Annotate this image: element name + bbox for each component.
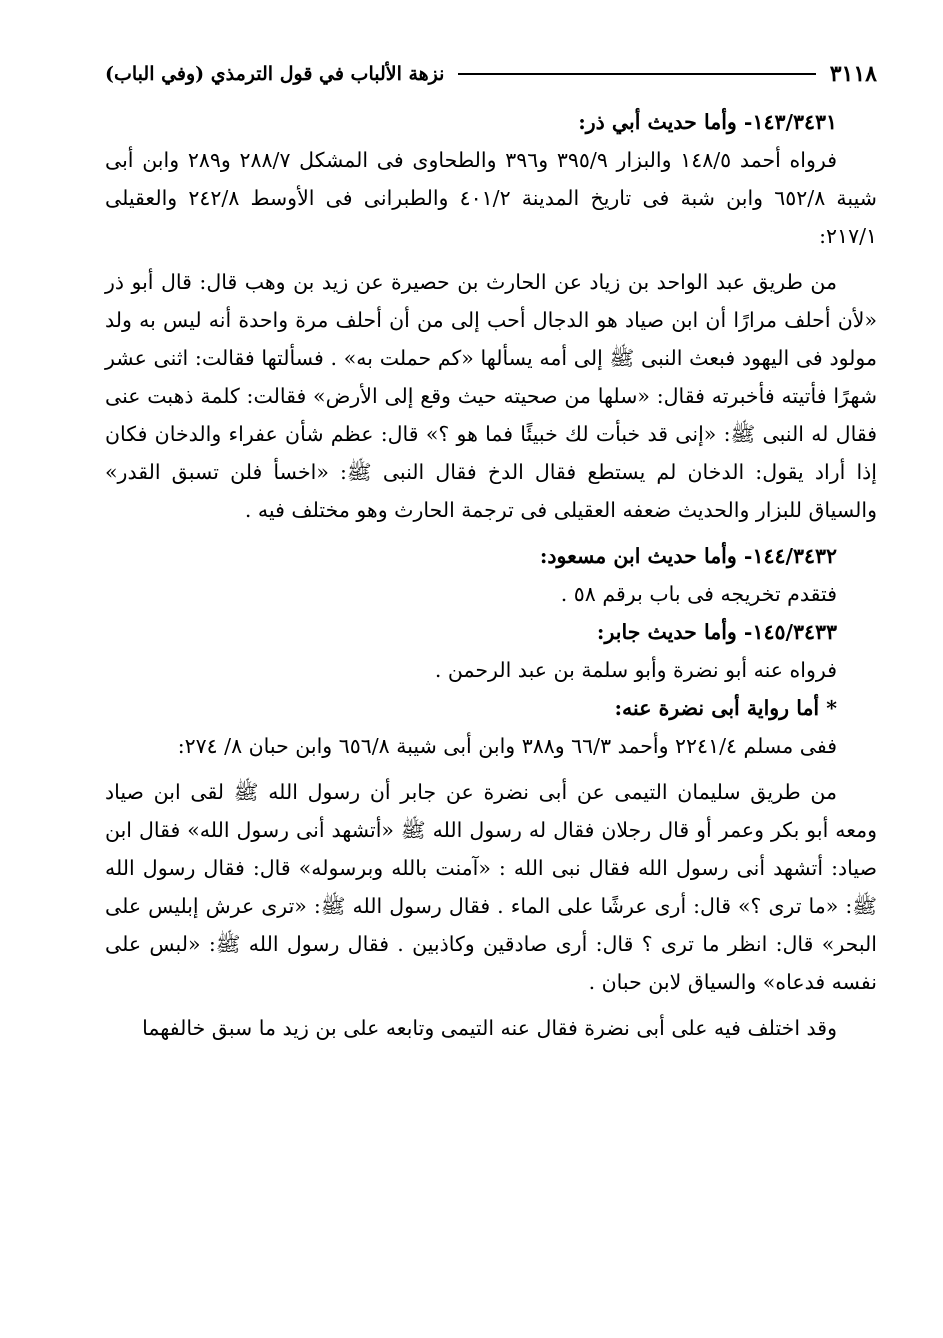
intro-jabir: فرواه عنه أبو نضرة وأبو سلمة بن عبد الرحمن . <box>434 658 837 682</box>
running-title: نزهة الألباب في قول الترمذي (وفي الباب) <box>105 63 445 85</box>
header-rule <box>458 73 815 75</box>
section-heading-abu-dhar: ١٤٣/٣٤٣١- وأما حديث أبي ذر: <box>578 110 837 134</box>
section-heading-jabir: ١٤٥/٣٤٣٣- وأما حديث جابر: <box>596 620 837 644</box>
sources-jabir: ففى مسلم ٢٢٤١/٤ وأحمد ٦٦/٣ و٣٨٨ وابن أبى شيبة ٦٥٦/٨ وابن حبان ٨/ ٢٧٤: <box>177 734 837 758</box>
section-heading-ibn-masud: ١٤٤/٣٤٣٢- وأما حديث ابن مسعود: <box>539 544 837 568</box>
text-ibn-masud: فتقدم تخريجه فى باب برقم ٥٨ . <box>560 582 837 606</box>
hadith-text-abu-dhar: من طريق عبد الواحد بن زياد عن الحارث بن حصيرة عن زيد بن وهب قال: قال أبو ذر «لأن أحلف مرارًا أن ابن صياد هو الدجال أحب إلى من أن أحلف مرة واحدة أنه ليس به ولد مولود فى اليهود فبعث النبى ﷺ إلى أمه يسألها «كم حملت به» . فسألتها فقالت: اثنى عشر شهرًا فأتيته فأخبرته فقال: «سلها من صحيته حيث وقع إلى الأرض» فقالت: كلمة ذهبت عنى فقال له النبى ﷺ: «إنى قد خبأت لك خبيئًا فما هو ؟» قال: عظم شأن عفراء والدخان فكان إذا أراد يقول: الدخان لم يستطع فقال الدخ فقال النبى ﷺ: «اخسأ فلن تسبق القدر» والسياق للبزار والحديث ضعفه العقيلى فى ترجمة الحارث وهو مختلف فيه . <box>105 270 878 522</box>
page-header <box>105 56 877 92</box>
sub-heading-abu-nadra: * أما رواية أبى نضرة عنه: <box>614 696 837 720</box>
page-number: ٣١١٨ <box>829 61 877 87</box>
page-body <box>105 103 877 1047</box>
closing-paragraph: وقد اختلف فيه على أبى نضرة فقال عنه التيمى وتابعه على بن زيد ما سبق خالفهما <box>142 1016 837 1040</box>
sources-abu-dhar: فرواه أحمد ١٤٨/٥ والبزار ٣٩٥/٩ و٣٩٦ والطحاوى فى المشكل ٢٨٨/٧ و٢٨٩ وابن أبى شيبة ٦٥٢/٨ وابن شبة فى تاريخ المدينة ٤٠١/٢ والطبرانى فى الأوسط ٢٤٢/٨ والعقيلى ٢١٧/١: <box>105 148 877 248</box>
hadith-text-jabir: من طريق سليمان التيمى عن أبى نضرة عن جابر أن رسول الله ﷺ لقى ابن صياد ومعه أبو بكر وعمر أو قال رجلان فقال له رسول الله ﷺ «أتشهد أنى رسول الله» فقال ابن صياد: أتشهد أنى رسول الله فقال نبى الله : «آمنت بالله وبرسوله» قال: فقال رسول الله ﷺ: «ما ترى ؟» قال: أرى عرشًا على الماء . فقال رسول الله ﷺ: «ترى عرش إبليس على البحر» قال: انظر ما ترى ؟ قال: أرى صادقين وكاذبين . فقال رسول الله ﷺ: «لبس على نفسه فدعاه» والسياق لابن حبان . <box>105 780 877 994</box>
